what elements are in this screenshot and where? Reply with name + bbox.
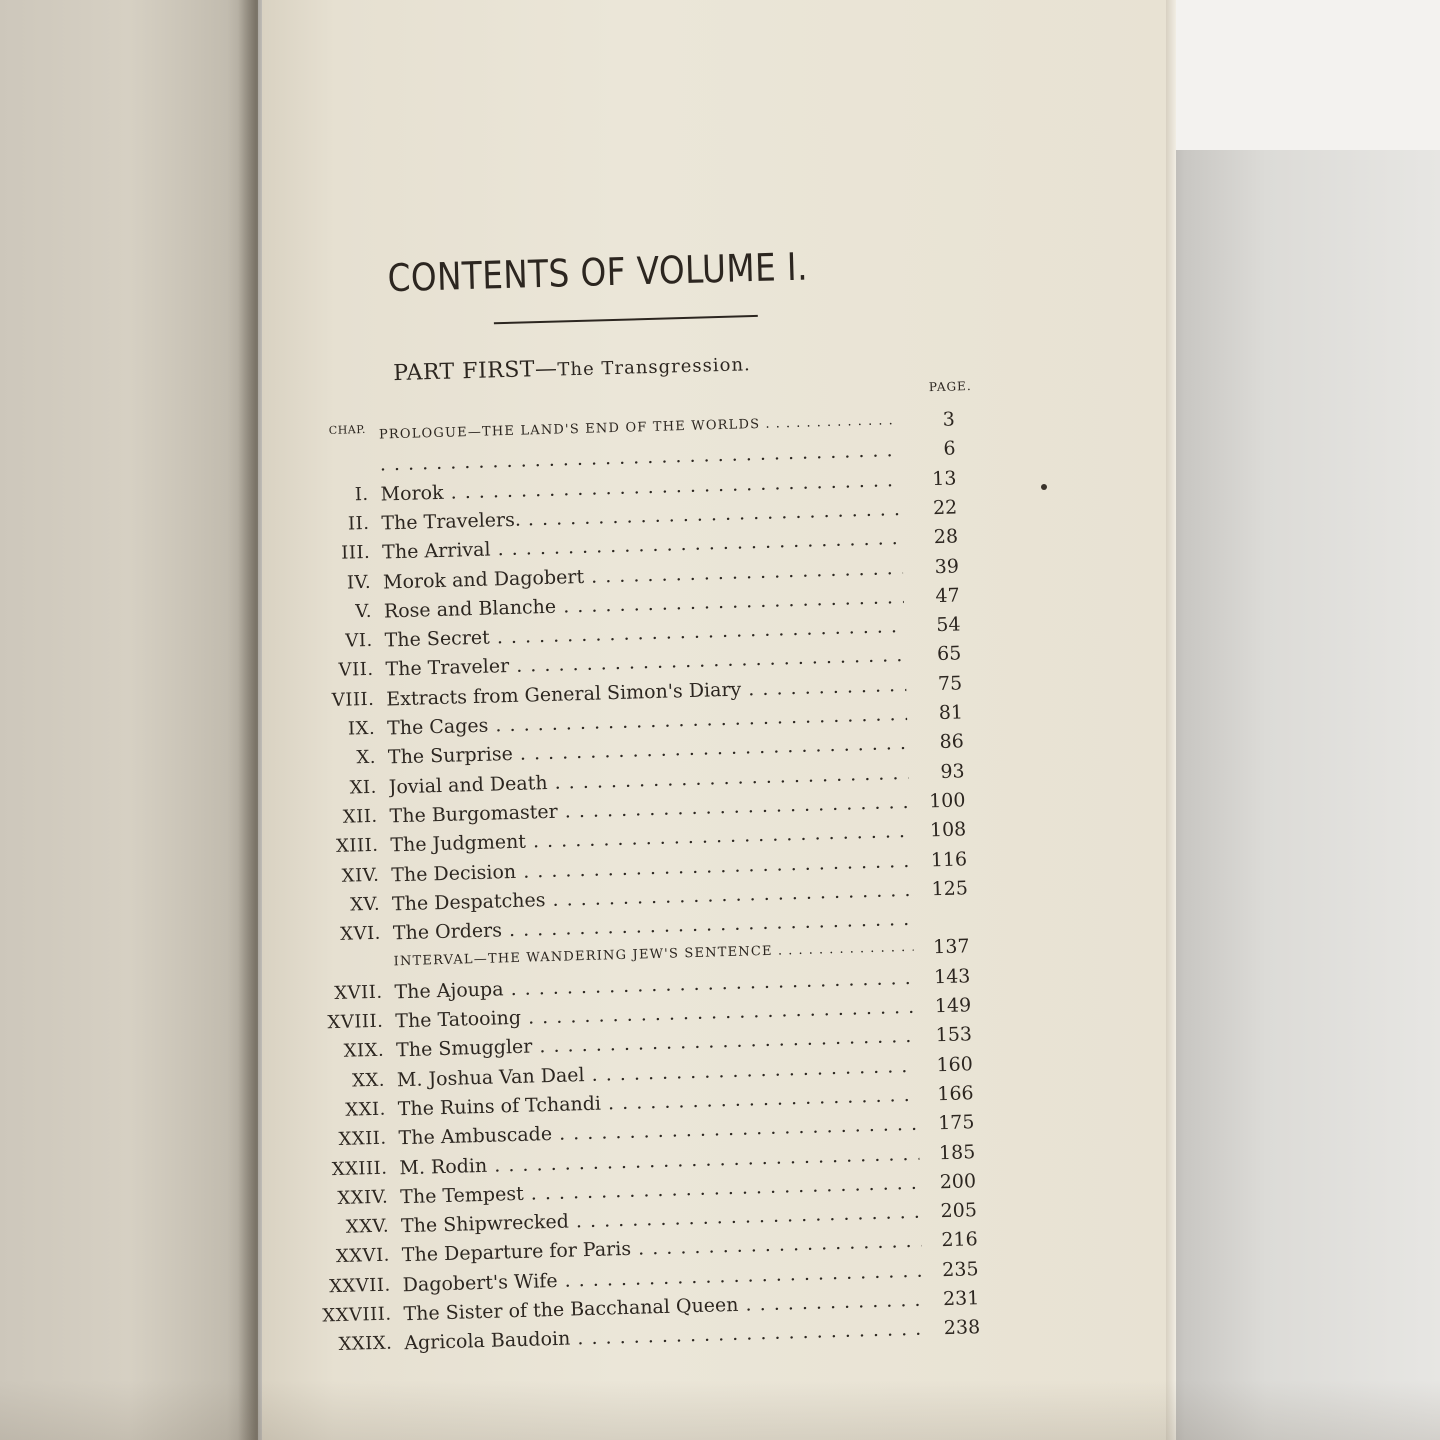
chapter-title: The Burgomaster . . . <box>389 788 910 831</box>
part-name: The Transgression. <box>557 354 752 381</box>
page-number: 108 <box>929 818 967 842</box>
chapter-title: Jovial and Death . . . <box>388 759 909 802</box>
page-number: 47 <box>935 584 960 607</box>
chapter-number: XXI. <box>345 1098 387 1121</box>
chapter-number: XIII. <box>335 834 379 858</box>
table-surface <box>1150 150 1440 1440</box>
chapter-title: Rose and Blanche . . . <box>384 583 905 626</box>
page-number: 6 <box>943 437 956 461</box>
chapter-title: M. Rodin . . . <box>399 1139 920 1182</box>
page-number: 153 <box>935 1023 973 1047</box>
chapter-title: The Judgment . . . <box>390 817 911 860</box>
page-number: 86 <box>939 730 965 754</box>
chapter-number: XXV. <box>345 1215 390 1238</box>
page-number: 235 <box>941 1257 979 1281</box>
chapter-number: XXVII. <box>328 1274 392 1297</box>
chapter-number: I. <box>354 483 369 505</box>
chapter-title: PROLOGUE—THE LAND'S END OF THE WORLDS . . . <box>379 407 900 450</box>
chapter-number: XXIV. <box>337 1186 389 1209</box>
page-number: 81 <box>938 701 964 725</box>
page-number: 93 <box>940 759 965 783</box>
page-number: 160 <box>936 1052 974 1076</box>
chapter-title: The Arrival . . . <box>382 524 903 567</box>
page-number: 149 <box>934 994 972 1018</box>
page-number: 137 <box>932 935 970 959</box>
chapter-number: VI. <box>345 629 374 652</box>
chapter-number: X. <box>356 747 377 769</box>
chapter-number: IX. <box>347 717 376 740</box>
chapter-number: XXII. <box>338 1127 387 1151</box>
chapter-title: The Smuggler . . . <box>396 1022 917 1065</box>
chapter-title: The Shipwrecked . . . <box>401 1198 922 1241</box>
page-number: 65 <box>936 642 962 666</box>
chapter-title: The Ambuscade . . . <box>398 1110 919 1153</box>
page-number: 116 <box>930 847 968 871</box>
page-number: 216 <box>941 1228 978 1252</box>
chapter-number: XXVI. <box>335 1244 391 1268</box>
chapter-title: The Traveler . . . <box>385 641 906 684</box>
chapter-number: XVIII. <box>327 1010 384 1034</box>
page-number <box>916 903 968 904</box>
ink-speck <box>1041 484 1047 490</box>
page-column-label: PAGE. <box>928 378 972 395</box>
chapter-number: VII. <box>338 659 374 682</box>
chapter-number: XV. <box>349 893 381 916</box>
chapter-number: XXIX. <box>338 1332 393 1356</box>
page-number: 54 <box>936 613 961 637</box>
page-number: 231 <box>942 1287 980 1311</box>
chapter-title: The Despatches . . . <box>392 876 913 919</box>
chapter-number: VIII. <box>331 688 375 711</box>
chapter-title: The Surprise . . . <box>388 729 909 772</box>
chapter-number: XIV. <box>341 864 380 887</box>
page-number: 200 <box>939 1169 977 1193</box>
page-number: 28 <box>933 525 959 549</box>
part-heading <box>393 351 751 386</box>
title-rule <box>494 315 758 324</box>
chapter-title: The Secret . . . <box>384 612 905 655</box>
chapter-title: Extracts from General Simon's Diary . . . <box>386 671 907 714</box>
chapter-title: The Orders . . . <box>393 905 914 948</box>
chapter-number: II. <box>347 512 370 535</box>
chapter-title: The Ajoupa . . . <box>394 964 915 1007</box>
contents-block <box>262 0 1174 1440</box>
chapter-number: XXVIII. <box>322 1303 392 1327</box>
page-number: 3 <box>942 408 956 431</box>
page-title: CONTENTS OF VOLUME I. <box>386 244 809 301</box>
page-number: 238 <box>943 1316 981 1340</box>
page-number: 22 <box>932 496 958 520</box>
page-number: 39 <box>934 554 960 578</box>
chapter-title: The Decision . . . <box>391 846 912 889</box>
chapter-title: Dagobert's Wife . . . <box>402 1256 923 1299</box>
page-number: 205 <box>940 1199 978 1223</box>
chapter-title: The Departure for Paris . . . <box>402 1227 923 1270</box>
page-number: 175 <box>937 1111 975 1135</box>
facing-page <box>0 0 258 1440</box>
page-edge <box>1166 0 1176 1440</box>
chapter-title: M. Joshua Van Dael . . . <box>397 1051 918 1094</box>
chapter-title: The Tatooing . . . <box>395 993 916 1036</box>
contents-page <box>262 0 1174 1440</box>
part-prefix: PART FIRST— <box>392 356 558 387</box>
page-number: 100 <box>928 789 966 813</box>
bottom-shadow <box>0 1380 1440 1440</box>
page-number: 166 <box>937 1082 974 1106</box>
chapter-number <box>267 422 367 425</box>
chapter-title: Morok and Dagobert . . . <box>383 553 904 596</box>
chapter-title: Agricola Baudoin . . . <box>404 1315 925 1358</box>
page-number: 143 <box>933 964 971 988</box>
page-number: 13 <box>931 467 957 490</box>
chapter-number: IV. <box>346 571 372 594</box>
chapter-number: XX. <box>351 1069 386 1092</box>
page-number: 75 <box>937 672 963 695</box>
chapter-title: The Tempest . . . <box>400 1169 921 1212</box>
chapter-number: XII. <box>342 805 378 828</box>
chapter-title: The Sister of the Bacchanal Queen . . . <box>403 1286 924 1329</box>
chapter-title: The Ruins of Tchandi . . . <box>397 1081 918 1124</box>
chap-column-label: CHAP. <box>328 422 367 437</box>
chapter-title: INTERVAL—THE WANDERING JEW'S SENTENCE . . . <box>393 934 914 977</box>
chapter-title: Morok . . . <box>380 466 901 509</box>
chapter-number: XVI. <box>339 922 382 945</box>
chapter-title: The Travelers. . . . <box>381 495 902 538</box>
chapter-number: XXIII. <box>331 1157 388 1180</box>
chapter-number: V. <box>355 600 373 623</box>
chapter-number: XVII. <box>333 981 383 1004</box>
chapter-number: III. <box>340 542 371 564</box>
chapter-number: XI. <box>349 776 378 799</box>
chapter-title: The Cages . . . <box>387 700 908 743</box>
page-number: 125 <box>931 877 969 901</box>
page-number: 185 <box>938 1140 976 1164</box>
chapter-number: XIX. <box>343 1039 385 1063</box>
